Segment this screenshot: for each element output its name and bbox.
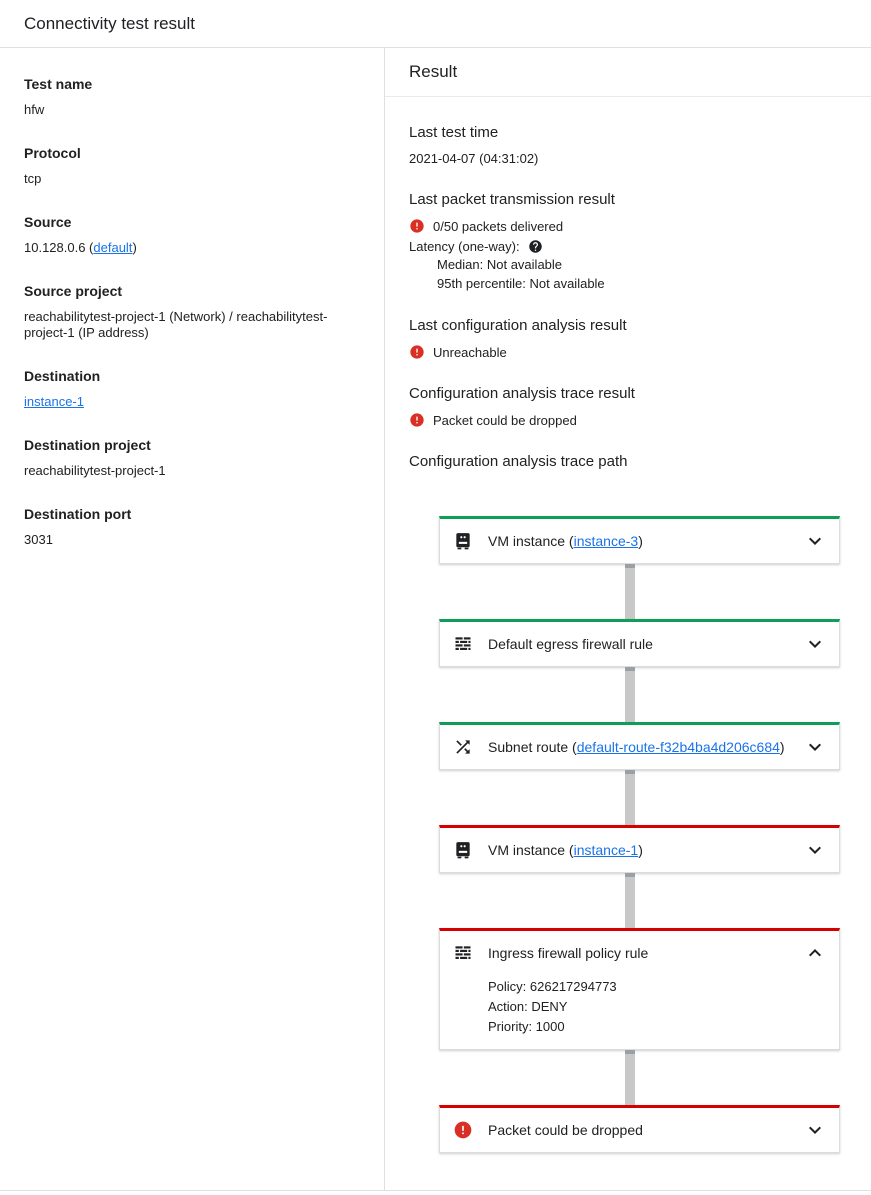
field-value: hfw <box>24 102 45 117</box>
config-analysis-text: Unreachable <box>433 344 507 360</box>
trace-card-egress-firewall <box>439 619 840 667</box>
trace-card-subnet-route <box>439 722 840 770</box>
field-value: reachabilitytest-project-1 <box>24 463 166 478</box>
config-analysis-status <box>409 344 847 360</box>
trace-connector <box>625 873 635 928</box>
last-test-time-heading: Last test time <box>409 124 499 141</box>
result-panel <box>385 48 871 1190</box>
field-source <box>24 214 360 256</box>
vm-instance-icon <box>453 531 473 551</box>
content-area <box>0 48 871 1191</box>
trace-connector <box>625 667 635 722</box>
policy-detail: Policy: 626217294773 <box>488 979 617 994</box>
field-label: Test name <box>24 76 93 92</box>
chevron-down-icon[interactable] <box>803 735 827 759</box>
chevron-up-icon[interactable] <box>803 941 827 965</box>
packet-delivery-text: 0/50 packets delivered <box>433 218 564 234</box>
help-icon[interactable] <box>528 239 543 254</box>
trace-card-header[interactable] <box>440 519 839 563</box>
trace-card-ingress-firewall-policy <box>439 928 840 1050</box>
route-icon <box>453 737 473 757</box>
trace-card-label: Ingress firewall policy rule <box>488 945 649 961</box>
trace-card-label: Subnet route (default-route-f32b4ba4d206c684) <box>488 739 785 755</box>
packet-transmission-heading: Last packet transmission result <box>409 191 615 208</box>
error-icon <box>409 218 425 234</box>
chevron-down-icon[interactable] <box>803 632 827 656</box>
config-analysis-heading: Last configuration analysis result <box>409 317 627 334</box>
subnet-route-link[interactable]: default-route-f32b4ba4d206c684 <box>576 739 780 755</box>
field-label: Source project <box>24 283 123 299</box>
trace-result-text: Packet could be dropped <box>433 412 577 428</box>
result-panel-header <box>385 48 871 97</box>
page-header <box>0 0 871 48</box>
field-destination <box>24 368 360 410</box>
error-icon <box>453 1120 473 1140</box>
trace-card-label: VM instance (instance-3) <box>488 533 643 549</box>
trace-card-vm-instance-1 <box>439 825 840 873</box>
trace-result-heading: Configuration analysis trace result <box>409 385 635 402</box>
instance-1-link[interactable]: instance-1 <box>573 842 639 858</box>
last-test-time-value: 2021-04-07 (04:31:02) <box>409 151 539 166</box>
field-value: 10.128.0.6 (default) <box>24 240 137 255</box>
trace-card-vm-instance-3 <box>439 516 840 564</box>
result-panel-body <box>385 124 871 1153</box>
field-value: reachabilitytest-project-1 (Network) / reachabilitytest-project-1 (IP address) <box>24 309 328 340</box>
result-title: Result <box>409 62 458 81</box>
field-label: Destination <box>24 368 101 384</box>
chevron-down-icon[interactable] <box>803 1118 827 1142</box>
priority-detail: Priority: 1000 <box>488 1019 565 1034</box>
firewall-icon <box>453 634 473 654</box>
field-value <box>24 394 356 410</box>
latency-row <box>409 239 847 254</box>
field-source-project <box>24 283 360 341</box>
error-icon <box>409 412 425 428</box>
field-label: Source <box>24 214 72 230</box>
page-title: Connectivity test result <box>24 13 196 33</box>
field-destination-project <box>24 437 360 479</box>
firewall-icon <box>453 943 473 963</box>
latency-label: Latency (one-way): <box>409 239 520 254</box>
destination-instance-link[interactable]: instance-1 <box>24 394 84 409</box>
field-label: Protocol <box>24 145 81 161</box>
chevron-down-icon[interactable] <box>803 529 827 553</box>
trace-path <box>439 516 840 1153</box>
field-value: tcp <box>24 171 42 186</box>
field-destination-port <box>24 506 360 548</box>
trace-card-label: VM instance (instance-1) <box>488 842 643 858</box>
chevron-down-icon[interactable] <box>803 838 827 862</box>
source-network-link[interactable]: default <box>93 240 133 255</box>
trace-card-packet-dropped <box>439 1105 840 1153</box>
field-label: Destination port <box>24 506 132 522</box>
trace-card-details <box>440 975 839 1049</box>
trace-card-header[interactable] <box>440 622 839 666</box>
vm-instance-icon <box>453 840 473 860</box>
trace-card-header[interactable] <box>440 725 839 769</box>
trace-result-status <box>409 412 847 428</box>
trace-connector <box>625 1050 635 1105</box>
field-test-name <box>24 76 360 118</box>
trace-card-header[interactable] <box>440 931 839 975</box>
trace-card-header[interactable] <box>440 828 839 872</box>
latency-95th: 95th percentile: Not available <box>437 276 605 291</box>
field-protocol <box>24 145 360 187</box>
field-label: Destination project <box>24 437 151 453</box>
latency-median: Median: Not available <box>437 257 563 272</box>
trace-card-label: Packet could be dropped <box>488 1122 643 1138</box>
instance-3-link[interactable]: instance-3 <box>573 533 639 549</box>
trace-connector <box>625 564 635 619</box>
field-value: 3031 <box>24 532 53 547</box>
trace-card-label: Default egress firewall rule <box>488 636 653 652</box>
trace-path-heading: Configuration analysis trace path <box>409 453 628 470</box>
error-icon <box>409 344 425 360</box>
test-details-panel <box>0 48 385 1190</box>
trace-connector <box>625 770 635 825</box>
packet-delivery-status <box>409 218 847 234</box>
action-detail: Action: DENY <box>488 999 568 1014</box>
trace-card-header[interactable] <box>440 1108 839 1152</box>
